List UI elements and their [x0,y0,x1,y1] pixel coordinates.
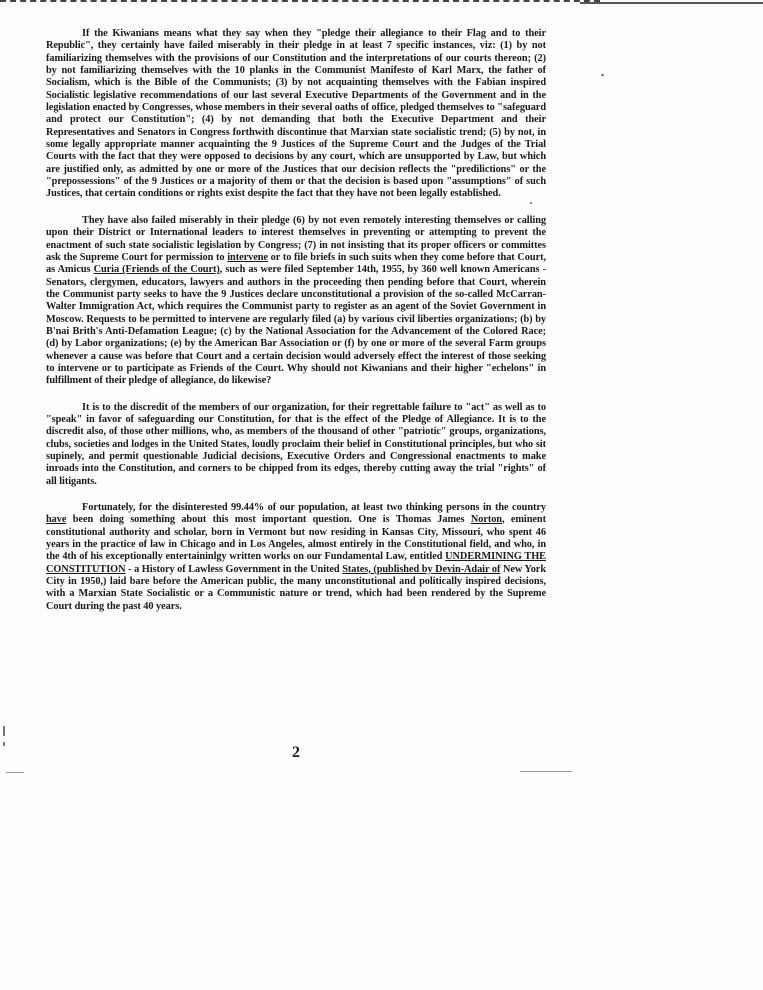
text-segment: , such as were filed September 14th, 1955, by 360 well known Americans - Senators, clergymen, educators, lawyers and authors in the proceeding then pending before that Court, wherein the Communist party seeks to have the 9 Justices declare unconstitutional a provision of the so-called McCarran-Walter Immigration Act, which requires the Communist party to register as an agent of the Soviet Government in Moscow. Requests to be permitted to intervene are regularly filed (a) by various civil liberties organizations; (b) by B'nai Brith's Anti-Defamation League; (c) by the National Association for the Advancement of the Colored Race; (d) by Labor organizations; (e) by the American Bar Association or (f) by one or more of the several Farm groups whenever a cause was before that Court and a certain decision would adversely effect the interest of those seeking to intervene or to participate as Friends of the Court. Why should not Kiwanians and their higher "echelons" in fulfillment of their pledge of allegiance, do likewise? [46,264,546,387]
top-solid-rule [580,2,763,4]
underlined-text: Norton [470,514,502,526]
text-segment: been doing something about this most important question. One is Thomas James [66,514,471,526]
paragraph [46,28,546,201]
text-segment: , eminent constitutional authority and scholar, born in Vermont but now residing in Kansas City, Missouri, who spent 46 years in the practice of law in Chicago and in Los Angeles, almost entirely in the Constitutional field, and who, in the 4th of his exceptionally entertaininlgy written works on our Fundamental Law, entitled [46,514,546,563]
underlined-text: intervene [227,251,268,263]
margin-mark [520,771,572,772]
text-segment: It is to the discredit of the members of our organization, for their regrettable failure to "act" as well as to "speak" in favor of safeguarding our Constitution, for that is the effect of the Pledge of Allegiance. It is to the discredit also, of those other millions, who, as members of the thousand of other "patriotic" groups, organizations, clubs, societies and lodges in the United States, loudly proclaim their belief in Constitutional principles, but who sit supinely, and permit questionable Judicial decisions, Executive Orders and Congressional enactments to make inroads into the Constitution, and corners to be chipped from its edges, thereby cutting away the trial "rights" of all litigants. [46,401,546,487]
text-segment: They have also failed miserably in their pledge (6) by not even remotely interesting themselves or calling upon their District or International leaders to interest themselves in preventing or attempting to prevent the enactment of such state socialistic legislation by Congress; (7) in not insisting that its proper officers or committes ask the Supreme Court for permission to [46,214,546,263]
paragraph [46,502,546,613]
underlined-text: Curia (Friends of the Court) [93,264,220,276]
paragraph [46,402,546,488]
text-segment: - a History of Lawless Government in the United [125,563,343,575]
text-segment: Fortunately, for the disinterested 99.44% of our population, at least two thinking persons in the country [82,502,546,514]
margin-mark [530,202,532,204]
margin-mark [3,726,5,736]
text-segment: New York City in 1950,) laid bare before the American public, the many unconstitutional and politically inspired decisions, with a Marxian State Socialistic or a Communistic nature or trend, which had been rendered by the Supreme Court during the past 40 years. [46,563,546,612]
text-segment: or to file briefs in such suits when they come before that Court, as Amicus [46,251,546,276]
top-dashed-rule [0,0,600,5]
underlined-text: States, (published by Devin-Adair of [342,563,501,575]
text-segment: If the Kiwanians means what they say when they "pledge their allegiance to their Flag and to their Republic", they certainly have failed miserably in their pledge in at least 7 specific instances, viz: (1) by not familiarizing themselves with the provisions of our Constitution and the interpretations of our courts thereon; (2) by not familiarizing themselves with the 10 planks in the Communist Manifesto of Karl Marx, the father of Socialism, which is the Bible of the Communists; (3) by not acquainting themselves with the Fabian inspired Socialistic legislative recommendations of our last several Executive Departments of the Government and in the legislation enacted by Congresses, whose members in their several oaths of office, pledged themselves to "safeguard and protect our Constitution"; (4) by not demanding that both the Executive Department and their Representatives and Senators in Congress forthwith discontinue that Marxian state socialistic trend; (5) by not, in some legally appropriate manner acquainting the 9 Justices of the Supreme Court and the Judges of the Trial Courts with the fact that they were opposed to decisions by any court, which are unsupported by Law, but which are justified only, as admitted by one or more of the Justices that our decision reflects the "predilictions" or the "prepossessions" of the 9 Justices or a majority of them or that the decision is based upon "assumptions" of such Justices, that certain conditions or rights exist despite the fact that they have not been legally established. [46,28,546,200]
margin-mark [3,742,5,746]
underlined-text: have [46,514,67,526]
page-number: 2 [292,744,300,761]
body-text [46,28,546,627]
margin-mark [6,772,24,773]
paragraph [46,215,546,388]
underlined-text: UNDERMINING THE CONSTITUTION [46,551,546,575]
margin-mark [601,74,604,76]
